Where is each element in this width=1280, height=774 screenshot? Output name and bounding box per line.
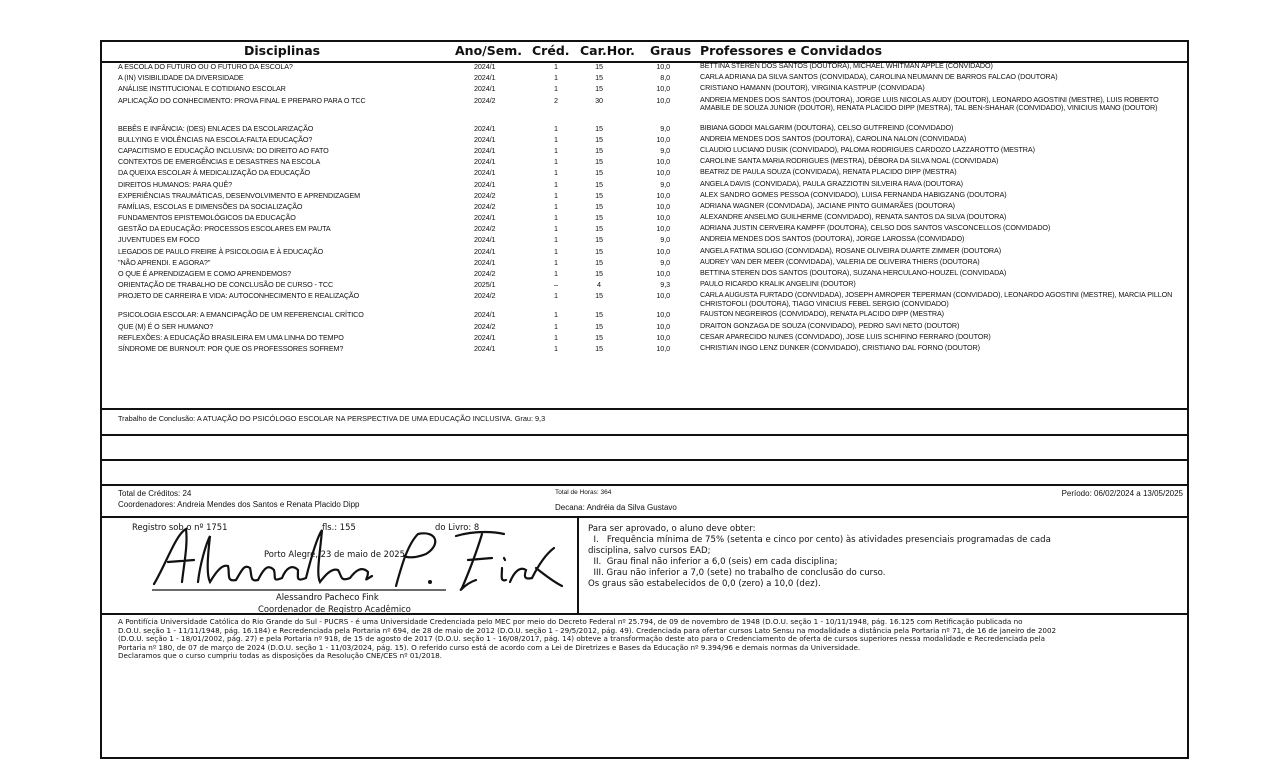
professors: ANGELA DAVIS (CONVIDADA), PAULA GRAZZIOTIN SILVEIRA RAVA (DOUTORA) — [700, 178, 963, 188]
professors: CARLA AUGUSTA FURTADO (CONVIDADA), JOSEPH AMROPER TEPERMAN (CONVIDADO), LEONARDO AGOSTINI (MESTRE), MARCIA PILLON CHRISTOFOLI (DOUTORA), TIAGO VINICIUS FEBEL SERGIO (CONVIDADO) — [700, 290, 1173, 308]
year-semester: 2024/2 — [474, 95, 496, 105]
discipline-name: DA QUEIXA ESCOLAR À MEDICALIZAÇÃO DA EDUCAÇÃO — [118, 168, 311, 178]
professors: CHRISTIAN INGO LENZ DUNKER (CONVIDADO), CRISTIANO DAL FORNO (DOUTOR) — [700, 342, 980, 352]
discipline-name: QUE (M) É O SER HUMANO? — [118, 321, 214, 331]
discipline-name: BEBÊS E INFÂNCIA: (DES) ENLACES DA ESCOLARIZAÇÃO — [118, 123, 314, 133]
table-row — [102, 73, 1187, 84]
table-row — [102, 168, 1187, 179]
year-semester: 2024/1 — [474, 73, 496, 83]
table-row — [102, 247, 1187, 258]
professors: DRAITON GONZAGA DE SOUZA (CONVIDADO), PEDRO SAVI NETO (DOUTOR) — [700, 320, 960, 330]
year-semester: 2024/1 — [474, 62, 496, 71]
header-ano-sem: Ano/Sem. — [455, 43, 522, 58]
credits: 1 — [554, 213, 558, 223]
year-semester: 2024/1 — [474, 168, 496, 178]
table-row — [102, 269, 1187, 280]
year-semester: 2024/1 — [474, 145, 496, 155]
hours: 15 — [595, 62, 603, 71]
hours: 30 — [595, 95, 603, 105]
signatory-title: Coordenador de Registro Acadêmico — [258, 604, 411, 614]
table-row — [102, 202, 1187, 213]
credits: 1 — [554, 179, 558, 189]
legal-line: Declaramos que o curso cumpriu todas as disposições da Resolução CNE/CES nº 01/2018. — [118, 651, 443, 661]
signature — [146, 524, 566, 594]
grade: 10,0 — [656, 269, 670, 278]
discipline-name: ANÁLISE INSTITUCIONAL E COTIDIANO ESCOLAR — [118, 84, 286, 94]
hours: 15 — [595, 134, 603, 144]
year-semester: 2024/2 — [474, 201, 496, 211]
divider — [102, 459, 1187, 461]
credits: 1 — [554, 332, 558, 342]
divider — [102, 434, 1187, 436]
grade: 10,0 — [656, 62, 670, 71]
disciplines-table — [102, 62, 1187, 355]
hours: 15 — [595, 235, 603, 245]
table-row — [102, 96, 1187, 124]
table-row — [102, 235, 1187, 246]
year-semester: 2024/1 — [474, 157, 496, 167]
professors: CAROLINE SANTA MARIA RODRIGUES (MESTRA), DÉBORA DA SILVA NOAL (CONVIDADA) — [700, 156, 999, 166]
table-row — [102, 84, 1187, 95]
professors: CLAUDIO LUCIANO DUSIK (CONVIDADO), PALOMA RODRIGUES CARDOZO LAZZAROTTO (MESTRA) — [700, 144, 1035, 154]
professors: BEATRIZ DE PAULA SOUZA (CONVIDADA), RENATA PLACIDO DIPP (MESTRA) — [700, 167, 957, 177]
hours: 15 — [595, 343, 603, 353]
professors: ADRIANA WAGNER (CONVIDADA), JACIANE PINTO GUIMARÃES (DOUTORA) — [700, 200, 955, 210]
year-semester: 2025/1 — [474, 280, 496, 290]
credits: 1 — [554, 84, 558, 94]
table-row — [102, 310, 1187, 321]
discipline-name: ORIENTAÇÃO DE TRABALHO DE CONCLUSÃO DE CURSO - TCC — [118, 280, 334, 290]
year-semester: 2024/1 — [474, 123, 496, 133]
discipline-name: CAPACITISMO E EDUCAÇÃO INCLUSIVA: DO DIREITO AO FATO — [118, 145, 329, 155]
discipline-name: GESTÃO DA EDUCAÇÃO: PROCESSOS ESCOLARES EM PAUTA — [118, 224, 331, 234]
professors: BIBIANA GODOI MALGARIM (DOUTORA), CELSO GUTFREIND (CONVIDADO) — [700, 122, 954, 132]
discipline-name: JUVENTUDES EM FOCO — [118, 235, 200, 245]
divider — [102, 484, 1187, 486]
credits: 1 — [554, 269, 558, 278]
credits: 1 — [554, 190, 558, 200]
grade: 10,0 — [656, 95, 670, 105]
hours: 4 — [597, 280, 601, 290]
credits: 1 — [554, 246, 558, 256]
discipline-name: REFLEXÕES: A EDUCAÇÃO BRASILEIRA EM UMA LINHA DO TEMPO — [118, 332, 344, 342]
transcript-document — [100, 40, 1189, 759]
registro-local-data: Porto Alegre, 23 de maio de 2025 — [264, 549, 405, 559]
grade: 10,0 — [656, 201, 670, 211]
hours: 15 — [595, 84, 603, 94]
table-row — [102, 291, 1187, 310]
year-semester: 2024/2 — [474, 269, 496, 278]
credits: 1 — [554, 157, 558, 167]
hours: 15 — [595, 321, 603, 331]
hours: 15 — [595, 213, 603, 223]
table-row — [102, 344, 1187, 355]
table-row — [102, 157, 1187, 168]
grade: 10,0 — [656, 84, 670, 94]
year-semester: 2024/1 — [474, 134, 496, 144]
table-row — [102, 224, 1187, 235]
grade: 10,0 — [656, 246, 670, 256]
professors: ALEX SANDRO GOMES PESSOA (CONVIDADO), LUISA FERNANDA HABIGZANG (DOUTORA) — [700, 189, 1007, 199]
grade: 8,0 — [660, 73, 670, 83]
professors: ADRIANA JUSTIN CERVEIRA KAMPFF (DOUTORA), CELSO DOS SANTOS VASCONCELLOS (CONVIDADO) — [700, 223, 1051, 233]
table-row — [102, 146, 1187, 157]
hours: 15 — [595, 291, 603, 301]
grade: 10,0 — [656, 134, 670, 144]
rule-line: Os graus são estabelecidos de 0,0 (zero) a 10,0 (dez). — [588, 579, 821, 589]
discipline-name: BULLYING E VIOLÊNCIAS NA ESCOLA:FALTA EDUCAÇÃO? — [118, 134, 313, 144]
total-creditos: Total de Créditos: 24 — [118, 489, 192, 498]
divider-vertical — [577, 516, 579, 613]
grade: 10,0 — [656, 224, 670, 234]
discipline-name: FAMÍLIAS, ESCOLAS E DIMENSÕES DA SOCIALIZAÇÃO — [118, 201, 303, 211]
credits: 1 — [554, 235, 558, 245]
credits: 1 — [554, 321, 558, 331]
hours: 15 — [595, 123, 603, 133]
legal-notice — [118, 618, 1184, 661]
hours: 15 — [595, 332, 603, 342]
professors: ANDREIA MENDES DOS SANTOS (DOUTORA), JORGE LUIS NICOLAS AUDY (DOUTOR), LEONARDO AGOSTINI (MESTRE), LUIS ROBERTO AMABILE DE SOUZA JUNIOR (DOUTOR), RENATA PLACIDO DIPP (MESTRA), TAL BEN-SHAHAR (CONVIDADO), VINICIUS MANO (DOUTOR) — [700, 94, 1159, 113]
credits: 1 — [554, 224, 558, 234]
grade: 10,0 — [656, 310, 670, 320]
discipline-name: SÍNDROME DE BURNOUT: POR QUE OS PROFESSORES SOFREM? — [118, 343, 344, 353]
grade: 10,0 — [656, 291, 670, 301]
credits: 1 — [554, 168, 558, 178]
rule-line: disciplina, salvo cursos EAD; — [588, 546, 711, 556]
header-car-hor: Car.Hor. — [580, 43, 635, 58]
header-disciplinas: Disciplinas — [244, 43, 321, 58]
divider — [102, 408, 1187, 410]
trabalho-conclusao: Trabalho de Conclusão: A ATUAÇÃO DO PSICÓLOGO ESCOLAR NA PERSPECTIVA DE UMA EDUCAÇÃO INCLUSIVA. Grau: 9,3 — [118, 414, 546, 423]
hours: 15 — [595, 257, 603, 267]
year-semester: 2024/1 — [474, 246, 496, 256]
discipline-name: PROJETO DE CARREIRA E VIDA: AUTOCONHECIMENTO E REALIZAÇÃO — [118, 291, 360, 301]
hours: 15 — [595, 246, 603, 256]
year-semester: 2024/2 — [474, 321, 496, 331]
table-row — [102, 180, 1187, 191]
professors: PAULO RICARDO KRALIK ANGELINI (DOUTOR) — [700, 279, 856, 289]
table-row — [102, 333, 1187, 344]
discipline-name: FUNDAMENTOS EPISTEMOLÓGICOS DA EDUCAÇÃO — [118, 213, 296, 223]
grade: 10,0 — [656, 157, 670, 167]
hours: 15 — [595, 269, 603, 278]
hours: 15 — [595, 190, 603, 200]
grade: 9,0 — [660, 145, 670, 155]
header-graus: Graus — [650, 43, 692, 58]
professors: CESAR APARECIDO NUNES (CONVIDADO), JOSE LUIS SCHIFINO FERRARO (DOUTOR) — [700, 331, 991, 341]
table-header — [102, 42, 1187, 63]
registro-livro: do Livro: 8 — [435, 522, 480, 532]
year-semester: 2024/2 — [474, 291, 496, 301]
total-horas: Total de Horas: 364 — [555, 489, 612, 496]
divider — [102, 516, 1187, 518]
hours: 15 — [595, 157, 603, 167]
discipline-name: "NÃO APRENDI. E AGORA?" — [118, 257, 211, 267]
registro-folhas: fls.: 155 — [322, 522, 356, 532]
credits: 1 — [554, 62, 558, 71]
hours: 15 — [595, 179, 603, 189]
legal-line: (D.O.U. seção 1 - 18/01/2002, pág. 27) e pela Portaria nº 918, de 15 de agosto de 2017 (D.O.U. seção 1 - 16/08/2017, pág. 14) obteve a transformação deste ato para o Credenciamento de oferta de cursos superiores nessa modalidade e Recredenciada pela — [118, 634, 1046, 644]
professors: CARLA ADRIANA DA SILVA SANTOS (CONVIDADA), CAROLINA NEUMANN DE BARROS FALCAO (DOUTORA) — [700, 72, 1058, 82]
hours: 15 — [595, 145, 603, 155]
professors: FAUSTON NEGREIROS (CONVIDADO), RENATA PLACIDO DIPP (MESTRA) — [700, 309, 944, 319]
year-semester: 2024/1 — [474, 332, 496, 342]
credits: 2 — [554, 95, 558, 105]
registro-numero: Registro sob o nº 1751 — [132, 522, 228, 532]
legal-line: D.O.U. seção 1 - 11/11/1948, pág. 16.184) e Recredenciada pela Portaria nº 694, de 28 de maio de 2012 (D.O.U. seção 1 - 29/5/2012, pág. 49). Credenciada para ofertar cursos Lato Sensu na modalidade a distância pela Portaria nº 71, de 16 de janeiro de 2002 — [118, 625, 1057, 635]
grade: 9,3 — [660, 280, 670, 290]
professors: ANDREIA MENDES DOS SANTOS (DOUTORA), JORGE LAROSSA (CONVIDADO) — [700, 234, 965, 244]
grade: 9,0 — [660, 123, 670, 133]
table-row — [102, 124, 1187, 135]
hours: 15 — [595, 224, 603, 234]
discipline-name: PSICOLOGIA ESCOLAR: A EMANCIPAÇÃO DE UM REFERENCIAL CRÍTICO — [118, 310, 364, 320]
decana: Decana: Andréia da Silva Gustavo — [555, 503, 677, 512]
grade: 10,0 — [656, 343, 670, 353]
approval-rules — [588, 524, 1108, 590]
hours: 15 — [595, 201, 603, 211]
discipline-name: APLICAÇÃO DO CONHECIMENTO: PROVA FINAL E PREPARO PARA O TCC — [118, 95, 366, 105]
grade: 10,0 — [656, 213, 670, 223]
discipline-name: EXPERIÊNCIAS TRAUMÁTICAS, DESENVOLVIMENTO E APRENDIZAGEM — [118, 190, 361, 200]
rule-line: II. Grau final não inferior a 6,0 (seis) em cada disciplina; — [588, 557, 838, 567]
rule-line: III. Grau não inferior a 7,0 (sete) no trabalho de conclusão do curso. — [588, 568, 886, 578]
credits: 1 — [554, 291, 558, 301]
periodo: Período: 06/02/2024 a 13/05/2025 — [1061, 489, 1183, 498]
header-professores: Professores e Convidados — [700, 43, 883, 58]
header-cred: Créd. — [532, 43, 570, 58]
year-semester: 2024/1 — [474, 235, 496, 245]
professors: ALEXANDRE ANSELMO GUILHERME (CONVIDADO), RENATA SANTOS DA SILVA (DOUTORA) — [700, 212, 1007, 222]
professors: BETTINA STEREN DOS SANTOS (DOUTORA), SUZANA HERCULANO-HOUZEL (CONVIDADA) — [700, 268, 1007, 277]
rule-line: Para ser aprovado, o aluno deve obter: — [588, 524, 756, 534]
signatory-name: Alessandro Pacheco Fink — [276, 592, 379, 602]
professors: CRISTIANO HAMANN (DOUTOR), VIRGINIA KASTPUP (CONVIDADA) — [700, 83, 925, 93]
credits: 1 — [554, 310, 558, 320]
grade: 9,0 — [660, 235, 670, 245]
hours: 15 — [595, 73, 603, 83]
legal-line: A Pontifícia Universidade Católica do Rio Grande do Sul - PUCRS - é uma Universidade Credenciada pelo MEC por meio do Decreto Federal nº 25.794, de 09 de novembro de 1948 (D.O.U. seção 1 - 10/11/1948, pág. 16.125 com Retificação publicada no — [118, 617, 1023, 626]
discipline-name: LEGADOS DE PAULO FREIRE À PSICOLOGIA E À EDUCAÇÃO — [118, 246, 324, 256]
year-semester: 2024/1 — [474, 213, 496, 223]
professors: BETTINA STEREN DOS SANTOS (DOUTORA), MICHAEL WHITMAN APPLE (CONVIDADO) — [700, 61, 993, 70]
year-semester: 2024/1 — [474, 310, 496, 320]
credits: 1 — [554, 123, 558, 133]
grade: 10,0 — [656, 321, 670, 331]
discipline-name: DIREITOS HUMANOS: PARA QUÊ? — [118, 179, 233, 189]
hours: 15 — [595, 310, 603, 320]
discipline-name: O QUE É APRENDIZAGEM E COMO APRENDEMOS? — [118, 269, 292, 278]
discipline-name: A ESCOLA DO FUTURO OU O FUTURO DA ESCOLA? — [118, 62, 293, 71]
professors: AUDREY VAN DER MEER (CONVIDADA), VALERIA DE OLIVEIRA THIERS (DOUTORA) — [700, 256, 980, 266]
discipline-name: CONTEXTOS DE EMERGÊNCIAS E DESASTRES NA ESCOLA — [118, 157, 321, 167]
year-semester: 2024/1 — [474, 257, 496, 267]
coordenadores: Coordenadores: Andreia Mendes dos Santos e Renata Placido Dipp — [118, 500, 360, 509]
legal-line: Portaria nº 180, de 07 de março de 2024 (D.O.U. seção 1 - 11/03/2024, pág. 15). O referido curso está de acordo com a Lei de Diretrizes e Bases da Educação nº 9.394/96 e demais normas da Universidade. — [118, 642, 861, 652]
table-row — [102, 191, 1187, 202]
year-semester: 2024/1 — [474, 179, 496, 189]
grade: 10,0 — [656, 190, 670, 200]
year-semester: 2024/2 — [474, 190, 496, 200]
discipline-name: A (IN) VISIBILIDADE DA DIVERSIDADE — [118, 73, 244, 83]
divider — [102, 613, 1187, 615]
professors: ANGELA FATIMA SOLIGO (CONVIDADA), ROSANE OLIVEIRA DUARTE ZIMMER (DOUTORA) — [700, 245, 1002, 255]
table-row — [102, 258, 1187, 269]
year-semester: 2024/2 — [474, 224, 496, 234]
year-semester: 2024/1 — [474, 84, 496, 94]
year-semester: 2024/1 — [474, 343, 496, 353]
credits: 1 — [554, 343, 558, 353]
rule-line: I. Frequência mínima de 75% (setenta e cinco por cento) às atividades presenciais programadas de cada — [588, 535, 1051, 545]
credits: 1 — [554, 134, 558, 144]
grade: 9,0 — [660, 179, 670, 189]
professors: ANDREIA MENDES DOS SANTOS (DOUTORA), CAROLINA NALON (CONVIDADA) — [700, 133, 967, 143]
grade: 10,0 — [656, 332, 670, 342]
credits: 1 — [554, 73, 558, 83]
hours: 15 — [595, 168, 603, 178]
table-row — [102, 322, 1187, 333]
grade: 10,0 — [656, 168, 670, 178]
grade: 9,0 — [660, 257, 670, 267]
credits: 1 — [554, 257, 558, 267]
credits: 1 — [554, 201, 558, 211]
credits: – — [554, 280, 558, 290]
credits: 1 — [554, 145, 558, 155]
